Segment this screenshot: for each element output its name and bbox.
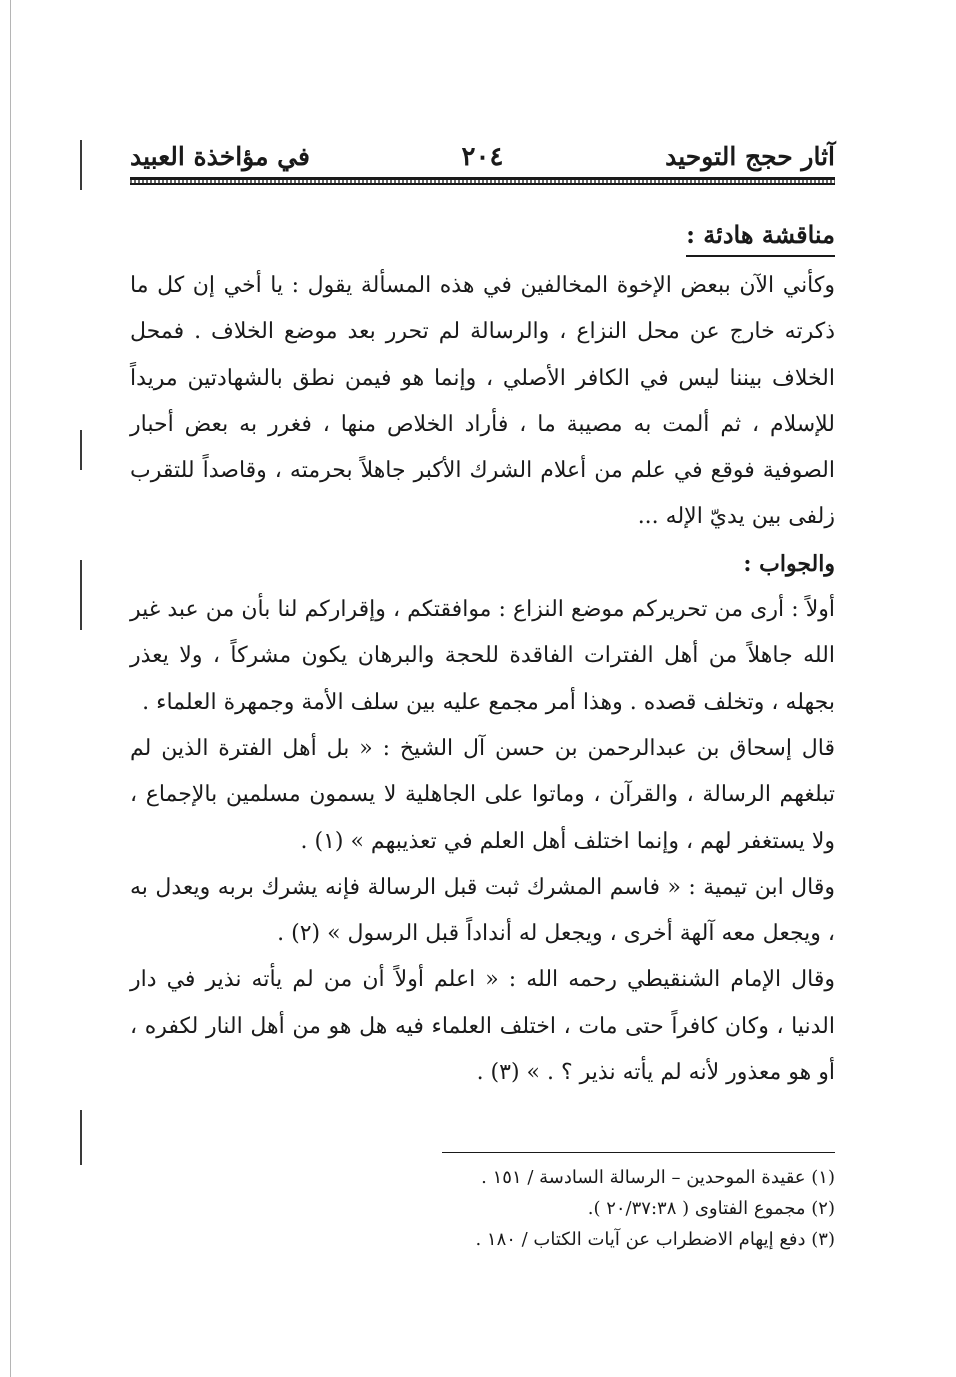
running-section: في مؤاخذة العبيد bbox=[130, 142, 310, 171]
header-rule bbox=[130, 177, 835, 185]
page-number: ٢٠٤ bbox=[461, 142, 504, 172]
footnote: (١) عقيدة الموحدين – الرسالة السادسة / ١٥١ . bbox=[481, 1167, 835, 1188]
paragraph: وقال ابن تيمية : « فاسم المشرك ثبت قبل الرسالة فإنه يشرك بربه ويعدل به ، ويجعل معه آلهة أخرى ، ويجعل له أنداداً قبل الرسول » (٢) . bbox=[130, 874, 835, 947]
paragraph: وكأني الآن ببعض الإخوة المخالفين في هذه المسألة يقول : يا أخي إن كل ما ذكرته خارج عن محل النزاع ، والرسالة لم تحرر بعد موضع الخلاف . فمحل الخلاف بيننا ليس في الكافر الأصلي ، وإنما هو فيمن نطق بالشهادتين مريداً للإسلام ، ثم ألمت به مصيبة ما ، فأراد الخلاص منها ، فغرر به بعض أحبار الصوفية فوقع في علم من أعلام الشرك الأكبر جاهلاً بحرمته ، وقاصداً للتقرب زلفى بين يديّ الإله ... bbox=[130, 273, 835, 530]
answer-heading: والجواب : bbox=[743, 550, 835, 577]
paragraph: وقال الإمام الشنقيطي رحمه الله : « اعلم أولاً أن من لم يأته نذير في دار الدنيا ، وكان كافراً حتى مات ، اختلف العلماء فيه هل هو من أهل النار لكفره ، أو هو معذور لأنه لم يأته نذير ؟ . » (٣) . bbox=[130, 967, 835, 1086]
margin-mark bbox=[80, 430, 82, 470]
margin-mark bbox=[80, 1110, 82, 1165]
footnote: (٢) مجموع الفتاوى ( ٢٠/٣٧:٣٨ ). bbox=[587, 1198, 835, 1219]
footnote: (٣) دفع إيهام الاضطراب عن آيات الكتاب / ١٨٠ . bbox=[475, 1229, 835, 1250]
page-edge bbox=[10, 0, 11, 1377]
main-text bbox=[130, 214, 835, 1096]
section-heading: مناقشة هادئة : bbox=[686, 215, 835, 257]
paragraph: قال إسحاق بن عبدالرحمن بن حسن آل الشيخ : « بل أهل الفترة الذين لم تبلغهم الرسالة ، والقرآن ، وماتوا على الجاهلية لا يسمون مسلمين بالإجماع ، ولا يستغفر لهم ، وإنما اختلف أهل العلم في تعذيبهم » (١) . bbox=[130, 735, 835, 854]
running-title: آثار حجج التوحيد bbox=[665, 142, 835, 171]
margin-mark bbox=[80, 140, 82, 190]
paragraph: أولاً : أرى من تحريركم موضع النزاع : موافقتكم ، وإقراركم لنا بأن من عبد غير الله جاهلاً من أهل الفترات الفاقدة للحجة والبرهان يكون مشركاً ، ولا يعذر بجهله ، وتخلف قصده . وهذا أمر مجمع عليه بين سلف الأمة وجمهرة العلماء . bbox=[130, 597, 835, 715]
page-header bbox=[130, 138, 835, 178]
footnotes bbox=[130, 1162, 835, 1255]
footnote-rule bbox=[442, 1152, 835, 1153]
margin-mark bbox=[80, 560, 82, 630]
